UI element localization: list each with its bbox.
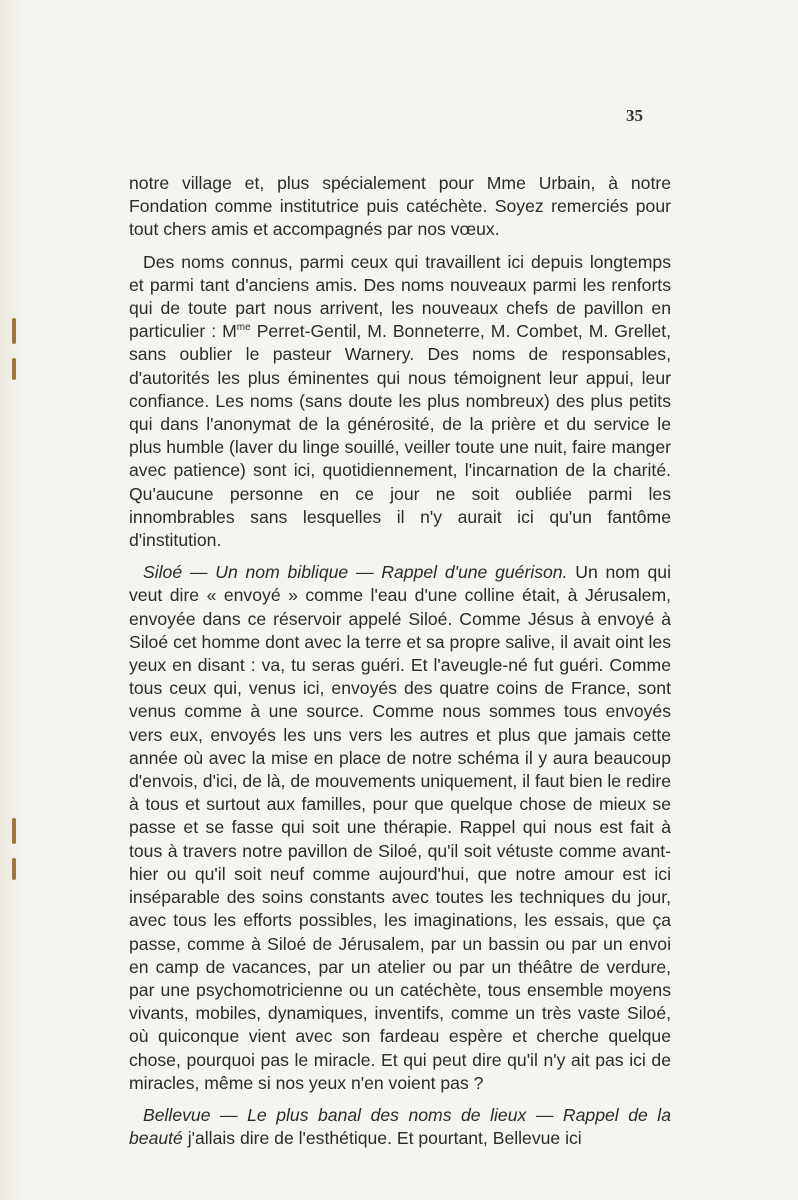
paragraph-2	[129, 251, 671, 553]
bellevue-body: j'allais dire de l'esthétique. Et pourtant, Bellevue ici	[182, 1128, 582, 1149]
paragraph-bellevue	[129, 1104, 671, 1150]
bellevue-heading: Bellevue — Le plus banal des noms de lieux — Rappel de la beauté	[129, 1104, 671, 1149]
siloe-body: Un nom qui veut dire « envoyé » comme l'eau d'une colline était, à Jérusalem, envoyée dans ce réservoir appelé Siloé. Comme Jésus à envoyé à Siloé cet homme dont avec la terre et sa propre salive, il avait oint les yeux en disant : va, tu seras guéri. Et l'aveugle-né fut guéri. Comme tous ceux qui, venus ici, envoyés des quatre coins de France, sont venus comme à une source. Comme nous sommes tous envoyés vers eux, envoyés les uns vers les autres et plus que jamais cette année où avec la mise en place de notre schéma il y aura beaucoup d'envois, d'ici, de là, de mouvements uniquement, il faut bien le redire à tous et surtout aux familles, pour que quelque chose de mieux se passe et se fasse qui soit une thérapie. Rappel qui nous est fait à tous à travers notre pavillon de Siloé, qu'il soit vétuste comme avant-hier ou qu'il soit neuf comme aujourd'hui, que notre amour est ici inséparable des soins constants avec toutes les techniques du jour, avec tous les efforts possibles, les imaginations, les essais, que ça passe, comme à Siloé de Jérusalem, par un bassin ou par un envoi en camp de vacances, par un atelier ou par un théâtre de verdure, par une psychomotricienne ou un catéchète, tous ensemble moyens vivants, mobiles, dynamiques, inventifs, comme un très vaste Siloé, où quiconque vient avec son fardeau espère et cherche quelque chose, pourquoi pas le miracle. Et qui peut dire qu'il n'y ait pas ici de miracles, même si nos yeux n'en voient pas ?	[129, 562, 671, 1093]
superscript-me: me	[236, 322, 251, 334]
body-text	[129, 172, 671, 1159]
binding-shadow	[0, 0, 22, 1200]
paragraph-2-start: Des noms connus, parmi ceux qui travaillent ici depuis longtemps et parmi tant d'anciens amis. Des noms nouveaux parmi les renforts qui de toute part nous arrivent, les nouveaux chefs de pavillon en particulier : M	[129, 251, 671, 342]
staple-mark	[12, 318, 16, 344]
paragraph-2-rest: Perret-Gentil, M. Bonneterre, M. Combet, M. Grellet, sans oublier le pasteur Warnery. Des noms de responsables, d'autorités les plus éminentes qui nous témoignent leur appui, leur confiance. Les noms (sans doute les plus nombreux) des plus petits qui dans l'anonymat de la générosité, de la prière et du service le plus humble (laver du linge souillé, veiller toute une nuit, faire manger avec patience) sont ici, quotidiennement, l'incarnation de la charité. Qu'aucune personne en ce jour ne soit oubliée parmi les innombrables sans lesquelles il n'y aurait ici qu'un fantôme d'institution.	[129, 321, 671, 551]
staple-mark	[12, 358, 16, 380]
paragraph-siloe	[129, 561, 671, 1095]
page-number: 35	[626, 106, 643, 125]
staple-mark	[12, 818, 16, 844]
siloe-heading: Siloé — Un nom biblique — Rappel d'une guérison.	[143, 562, 568, 583]
staple-mark	[12, 858, 16, 880]
paragraph-1: notre village et, plus spécialement pour Mme Urbain, à notre Fondation comme institutrice puis catéchète. Soyez remerciés pour tout chers amis et accompagnés par nos vœux.	[129, 173, 671, 240]
